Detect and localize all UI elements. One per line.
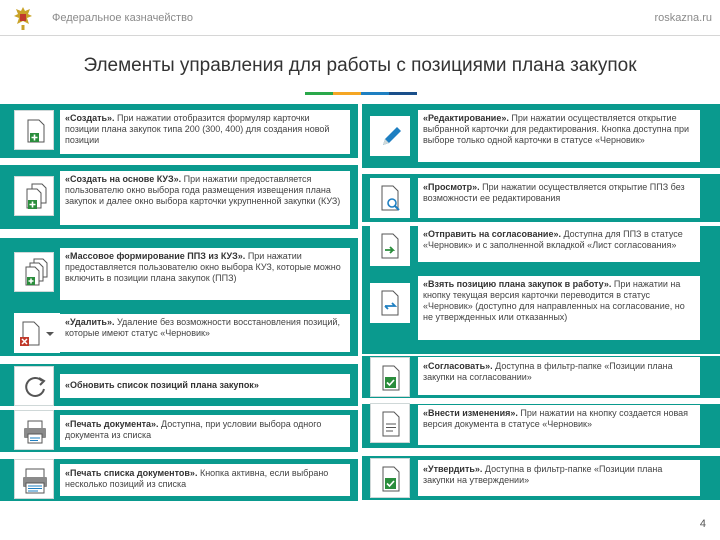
- left-card-1-text: При нажатии отобразится формуляр карточки позиции плана закупок типа 200 (300, 400) для создания новой позиции: [65, 113, 330, 145]
- right-icon-box-1[interactable]: [370, 116, 410, 156]
- left-card-6: [60, 415, 350, 447]
- left-card-3-title: «Массовое формирование ППЗ из КУЗ».: [65, 251, 246, 261]
- confirm-icon: [371, 459, 411, 499]
- right-card-6: [418, 405, 700, 445]
- right-card-2-title: «Просмотр».: [423, 182, 480, 192]
- make-changes-icon: [371, 404, 411, 444]
- left-card-4-text: Удаление без возможности восстановления позиций, которые имеют статус «Черновик»: [65, 317, 340, 338]
- left-card-2-text: При нажатии предоставляется пользователю окно выбора года размещения извещения плана закупок и далее окно выбора карточки укрупненной закупки (КУЗ): [65, 174, 341, 206]
- right-card-1-title: «Редактирование».: [423, 113, 509, 123]
- left-card-7-text: Кнопка активна, если выбрано несколько позиций из списка: [65, 468, 329, 489]
- left-icon-box-1[interactable]: [14, 110, 54, 150]
- right-card-2: [418, 178, 700, 218]
- left-card-2: [60, 171, 350, 225]
- right-card-7: [418, 460, 700, 496]
- take-to-work-icon: [370, 283, 410, 323]
- site-link[interactable]: roskazna.ru: [654, 12, 712, 24]
- left-card-7: [60, 464, 350, 496]
- title-accent-blue: [361, 92, 389, 95]
- left-card-7-title: «Печать списка документов».: [65, 468, 198, 478]
- emblem-icon: [12, 5, 34, 31]
- send-approval-icon: [370, 226, 410, 266]
- create-doc-icon: [15, 111, 55, 151]
- right-card-6-title: «Внести изменения».: [423, 408, 518, 418]
- edit-icon: [370, 116, 410, 156]
- right-card-4-text: При нажатии на кнопку текущая версия карточки переводится в статус «Черновик» (доступно для направленных на согласование, но не утвержденных или отказанных): [423, 279, 685, 322]
- page-number: 4: [699, 518, 706, 530]
- right-icon-box-4[interactable]: [370, 283, 410, 323]
- right-icon-box-2[interactable]: [370, 178, 410, 218]
- right-card-2-text: При нажатии осуществляется открытие ППЗ без возможности ее редактирования: [423, 182, 685, 203]
- mass-create-icon: [15, 253, 55, 293]
- view-icon: [370, 178, 410, 218]
- right-card-1: [418, 110, 700, 162]
- title-accent-green: [305, 92, 333, 95]
- left-card-4-title: «Удалить».: [65, 317, 115, 327]
- right-card-7-text: Доступна в фильтр-папке «Позиции плана закупки на утверждении»: [423, 464, 663, 485]
- right-icon-box-7[interactable]: [370, 458, 410, 498]
- left-card-2-title: «Создать на основе КУЗ».: [65, 174, 182, 184]
- title-accent-darkblue: [389, 92, 417, 95]
- right-icon-box-6[interactable]: [370, 403, 410, 443]
- right-card-3-title: «Отправить на согласование».: [423, 229, 561, 239]
- print-icon: [15, 411, 55, 451]
- left-card-6-text: Доступна, при условии выбора одного документа из списка: [65, 419, 322, 440]
- right-card-3: [418, 226, 700, 262]
- page-title: Элементы управления для работы с позициями плана закупок: [83, 55, 637, 76]
- print-list-icon: [15, 460, 55, 500]
- left-card-3-text: При нажатии предоставляется пользователю окно выбора КУЗ, которые можно включить в позиции плана закупок (ППЗ): [65, 251, 341, 283]
- left-card-1: [60, 110, 350, 154]
- approve-icon: [371, 358, 411, 398]
- left-icon-box-6[interactable]: [14, 410, 54, 450]
- right-icon-box-3[interactable]: [370, 226, 410, 266]
- header: [0, 0, 720, 36]
- left-card-1-title: «Создать».: [65, 113, 115, 123]
- header-divider: [0, 35, 720, 36]
- delete-doc-icon: [14, 313, 60, 353]
- right-card-4-title: «Взять позицию плана закупок в работу».: [423, 279, 612, 289]
- right-card-3-text: Доступна для ППЗ в статусе «Черновик» и с заполненной вкладкой «Лист согласования»: [423, 229, 683, 250]
- org-name: Федеральное казначейство: [52, 12, 193, 24]
- left-card-4: [60, 314, 350, 352]
- left-icon-box-5[interactable]: [14, 366, 54, 406]
- left-card-5-title: «Обновить список позиций плана закупок»: [65, 380, 259, 390]
- right-icon-box-5[interactable]: [370, 357, 410, 397]
- right-card-5-text: Доступна в фильтр-папке «Позиции плана закупки на согласовании»: [423, 361, 673, 382]
- right-card-4: [418, 276, 700, 340]
- refresh-icon: [15, 367, 55, 407]
- left-icon-box-7[interactable]: [14, 459, 54, 499]
- title-accent-orange: [333, 92, 361, 95]
- right-card-5-title: «Согласовать».: [423, 361, 493, 371]
- create-from-kuz-icon: [15, 177, 55, 217]
- right-card-5: [418, 357, 700, 395]
- right-card-7-title: «Утвердить».: [423, 464, 483, 474]
- left-card-3: [60, 248, 350, 300]
- left-card-6-title: «Печать документа».: [65, 419, 159, 429]
- right-card-6-text: При нажатии на кнопку создается новая версия документа в статусе «Черновик»: [423, 408, 689, 429]
- right-card-1-text: При нажатии осуществляется открытие выбранной карточки для редактирования. Кнопка доступна при выборе только одной карточки в статусе «Черновик»: [423, 113, 689, 145]
- left-card-5: [60, 374, 350, 398]
- left-icon-box-3[interactable]: [14, 252, 54, 292]
- left-icon-box-2[interactable]: [14, 176, 54, 216]
- left-icon-box-4[interactable]: [14, 313, 60, 353]
